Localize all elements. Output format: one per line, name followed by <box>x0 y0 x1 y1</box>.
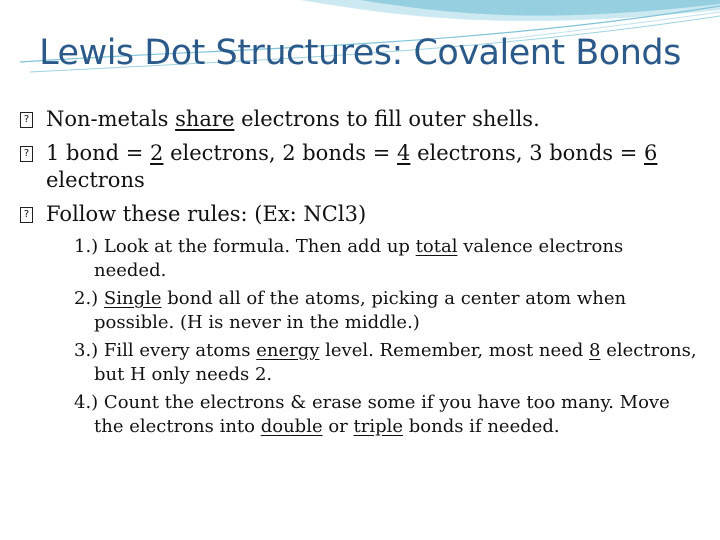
step-list <box>18 235 698 439</box>
underlined-text: Single <box>103 288 162 309</box>
underlined-text: triple <box>353 416 404 437</box>
slide-title: Lewis Dot Structures: Covalent Bonds <box>39 33 681 73</box>
underlined-text: total <box>415 236 458 257</box>
step-item <box>74 235 698 283</box>
text-run: 2.) <box>74 288 104 309</box>
text-run: bonds if needed. <box>403 416 560 437</box>
underlined-text: double <box>260 416 323 437</box>
step-item <box>74 391 698 439</box>
underlined-text: 2 <box>150 141 164 165</box>
text-run: electrons, 2 bonds = <box>163 141 398 165</box>
text-run: 3.) Fill every atoms <box>74 340 257 361</box>
text-run: 4.) Count the electrons & erase some if you have too many. Move the electrons into <box>74 392 670 437</box>
bullet-glyph-icon: ? <box>20 207 33 223</box>
underlined-text: 8 <box>589 340 601 361</box>
text-run: ) <box>357 202 367 226</box>
text-run: 1 bond = <box>46 141 151 165</box>
underlined-text: energy <box>256 340 320 361</box>
underlined-text: 6 <box>644 141 658 165</box>
text-run: or <box>322 416 354 437</box>
text-run: 1.) Look at the formula. Then add up <box>74 236 416 257</box>
bullet-list <box>18 106 698 228</box>
text-run: Non-metals <box>46 107 176 131</box>
text-run: electrons <box>46 168 145 192</box>
text-run: 3 <box>344 202 358 226</box>
underlined-text: share <box>175 107 235 131</box>
text-run: level. Remember, most need <box>319 340 590 361</box>
bullet-item <box>18 106 698 133</box>
bullet-item <box>18 140 698 194</box>
text-run: electrons to fill outer shells. <box>234 107 540 131</box>
text-run: Follow these rules: (Ex: NCl <box>46 202 345 226</box>
step-item <box>74 287 698 335</box>
text-run: electrons, 3 bonds = <box>410 141 645 165</box>
text-run: valence electrons needed. <box>94 236 624 281</box>
slide-body <box>18 106 698 443</box>
underlined-text: 4 <box>397 141 411 165</box>
bullet-item <box>18 201 698 228</box>
text-run: electrons, but H only needs 2. <box>94 340 697 385</box>
text-run: bond all of the atoms, picking a center atom when possible. (H is never in the middle.) <box>94 288 627 333</box>
bullet-glyph-icon: ? <box>20 112 33 128</box>
step-item <box>74 339 698 387</box>
bullet-glyph-icon: ? <box>20 146 33 162</box>
